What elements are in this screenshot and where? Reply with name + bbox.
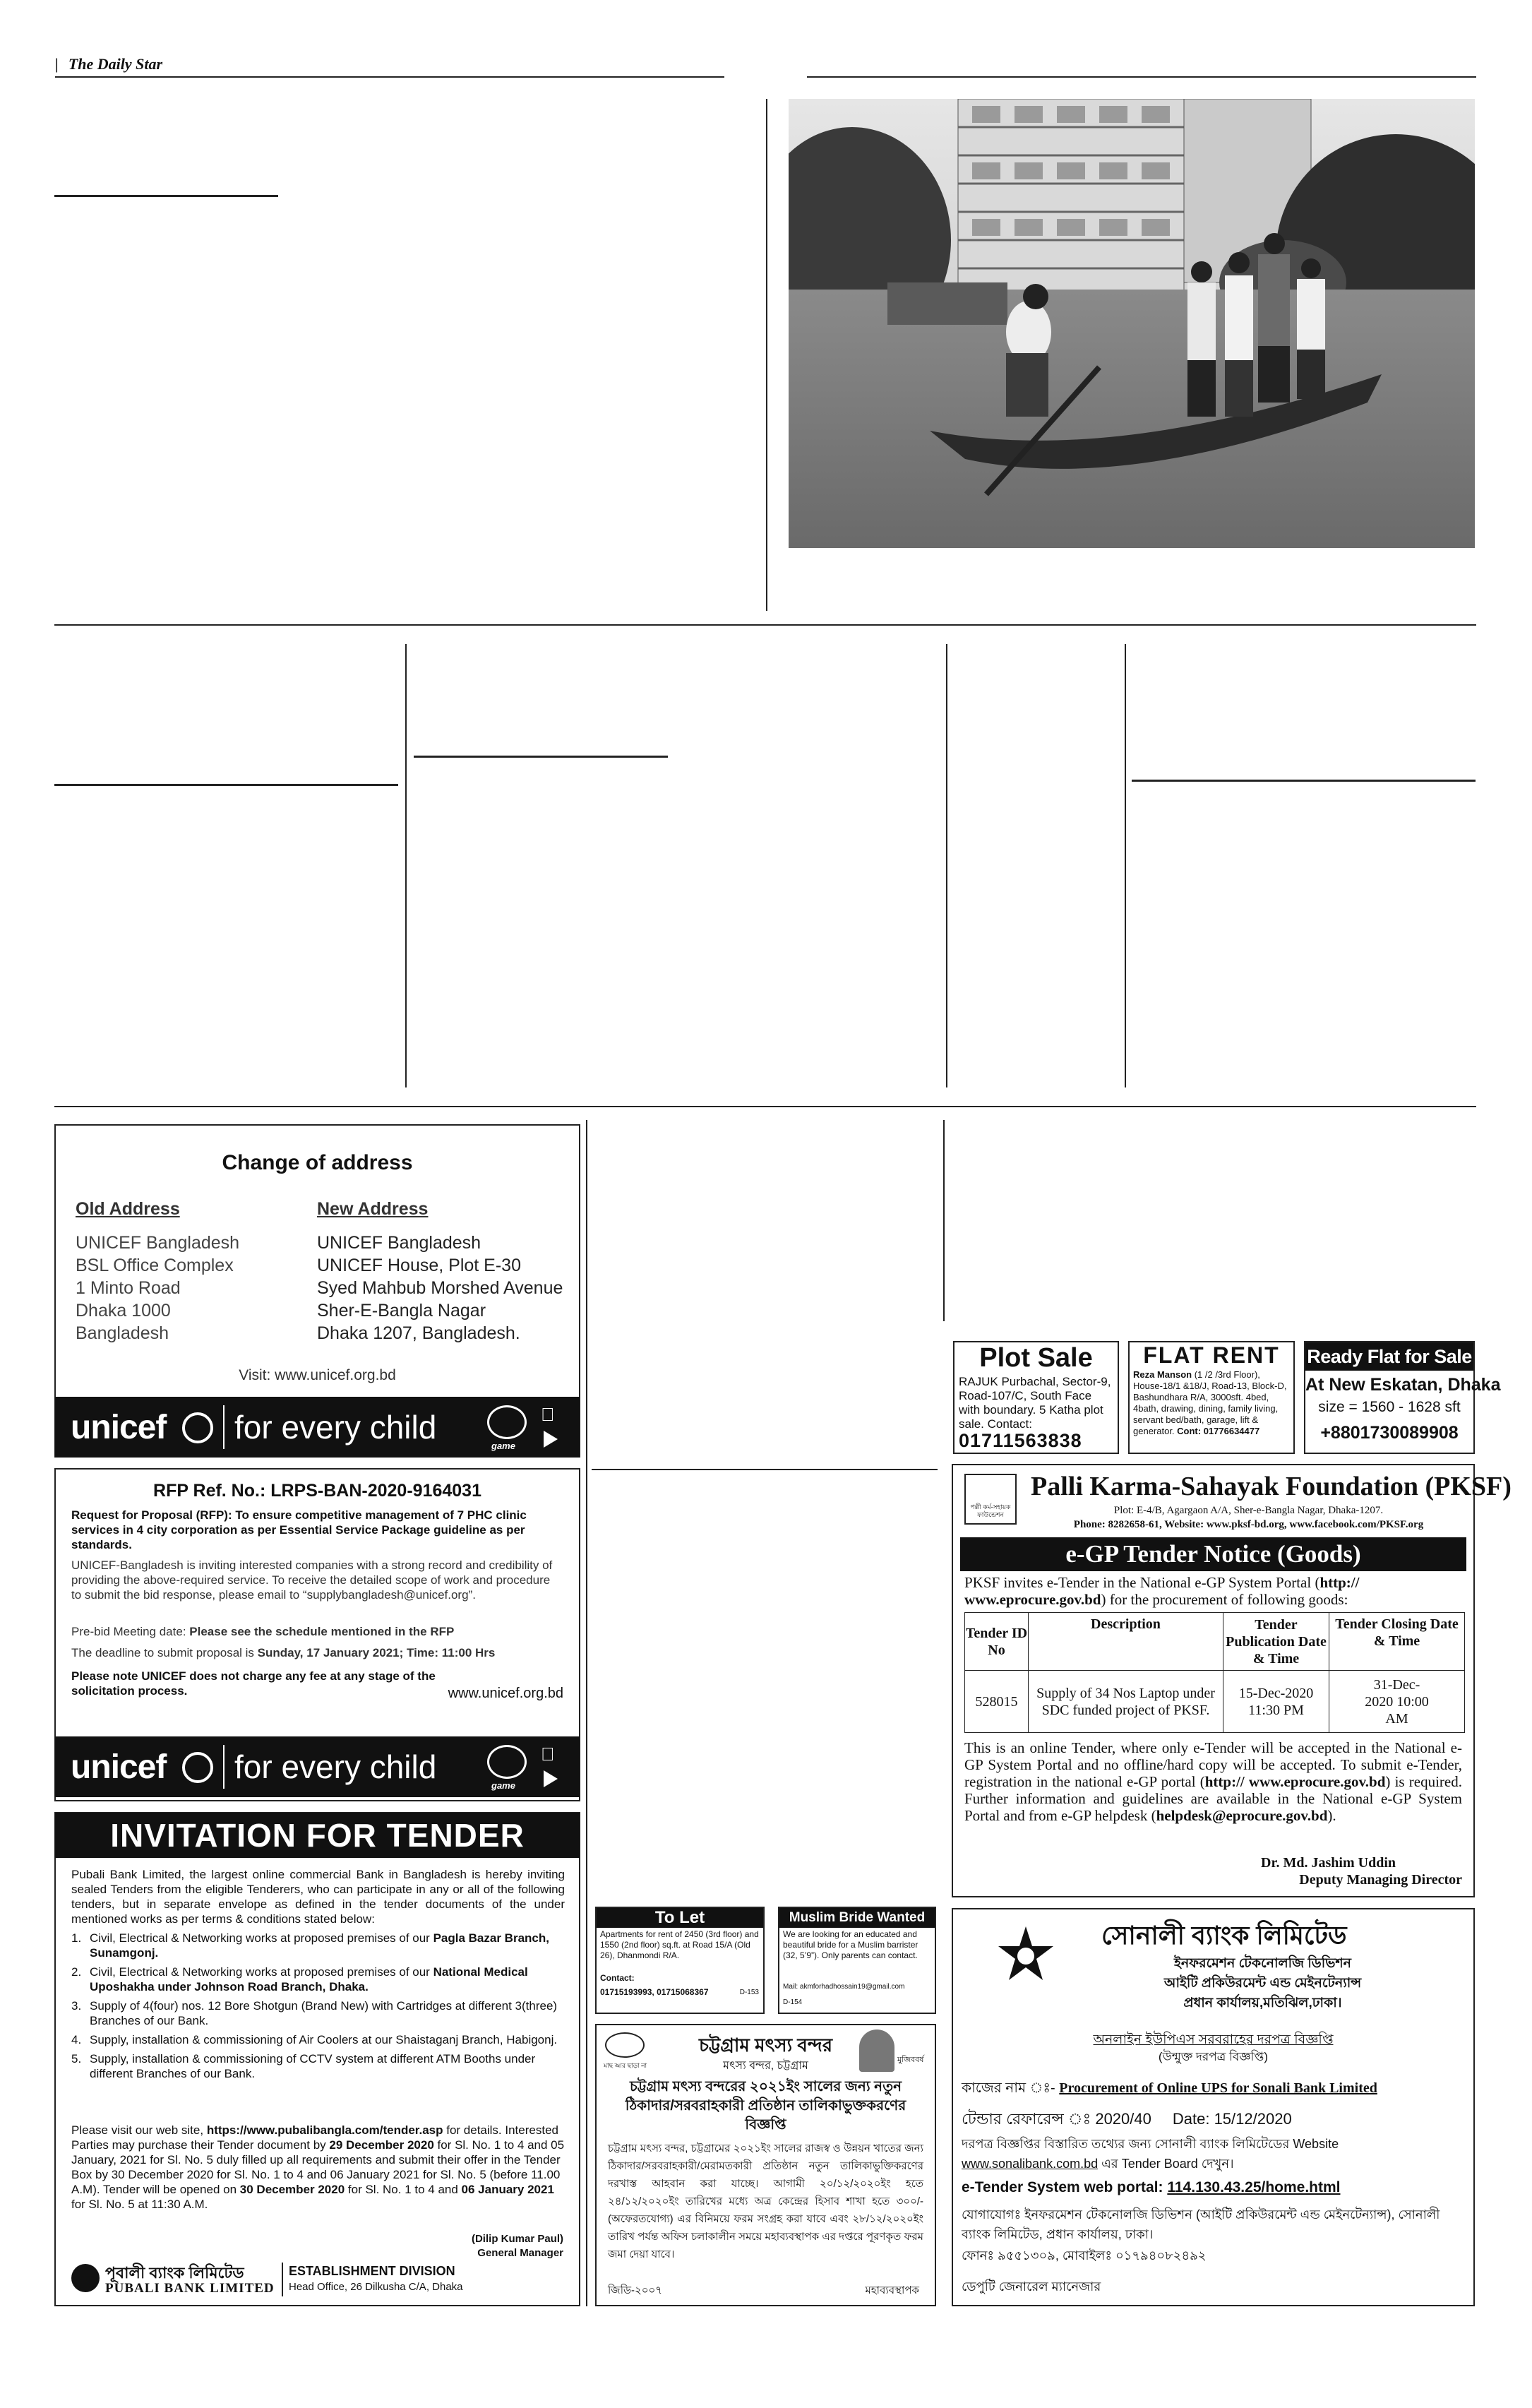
game-icon bbox=[487, 1405, 527, 1439]
pubali-tender-url[interactable]: https://www.pubalibangla.com/tender.asp bbox=[206, 2123, 443, 2137]
pubali-logo-icon bbox=[71, 2264, 100, 2292]
helpdesk-email[interactable]: helpdesk@eprocure.gov.bd bbox=[1156, 1807, 1328, 1824]
table-header: Tender ID No Description Tender Publication Date & Time Tender Closing Date & Time bbox=[965, 1613, 1465, 1671]
etender-portal: e-Tender System web portal: 114.130.43.25/home.html bbox=[962, 2179, 1341, 2195]
harbour-location: মৎস্য বন্দর, চট্টগ্রাম bbox=[723, 2060, 808, 2072]
ready-flat-phone: +8801730089908 bbox=[1320, 1423, 1459, 1443]
division-address: Head Office, 26 Dilkusha C/A, Dhaka bbox=[289, 2281, 463, 2293]
list-item: 2. Civil, Electrical & Networking works at proposed premises of our National Medical Uposhakha under Johnson Road Branch, Dhaka. bbox=[71, 1965, 528, 1993]
list-item: 5. Supply, installation & commissioning of CCTV system at different ATM Booths under different Branches of our Bank. bbox=[71, 2052, 536, 2080]
list-item: 1. Civil, Electrical & Networking works at proposed premises of our Pagla Bazar Branch, Sunamgonj. bbox=[71, 1931, 549, 1960]
egp-body: This is an online Tender, where only e-Tender will be accepted in the National e-GP System Portal and no offline/hard copy will be accepted. To submit e-Tender, registration in the national e-GP portal (http:// www.eprocure.gov.bd) is required. Further information and guidelines are available in the National e-GP System Portal and from e-GP helpdesk (helpdesk@eprocure.gov.bd). bbox=[964, 1739, 1462, 1824]
apple-icon bbox=[541, 1404, 555, 1426]
to-let-body: Apartments for rent of 2450 (3rd floor) and 1550 (2nd floor) sq.ft. at Road 15/A (Old 26), Dhanmondi R/A. bbox=[600, 1929, 759, 1960]
org-name: Palli Karma-Sahayak Foundation (PKSF) bbox=[1031, 1472, 1512, 1501]
bank-name-en: PUBALI BANK LIMITED bbox=[105, 2281, 275, 2296]
sonali-bank-ad bbox=[952, 1908, 1475, 2306]
notice-heading: অনলাইন ইউপিএস সরবরাহের দরপত্র বিজ্ঞপ্তি bbox=[1093, 2032, 1334, 2047]
apple-icon bbox=[541, 1744, 555, 1765]
org-contact: Phone: 8282658-61, Website: www.pksf-bd.org, www.facebook.com/PKSF.org bbox=[1073, 1519, 1424, 1530]
tagline: for every child bbox=[234, 1409, 437, 1446]
game-label: game bbox=[491, 1780, 515, 1791]
section-rule bbox=[54, 624, 1476, 626]
unicef-logo-text: unicef bbox=[71, 1748, 167, 1786]
ready-flat-size: size = 1560 - 1628 sft bbox=[1318, 1399, 1461, 1415]
to-let-contact-label: Contact: bbox=[600, 1973, 635, 1983]
bank-name-bn: পূবালী ব্যাংক লিমিটেড bbox=[105, 2264, 244, 2282]
signer-name: (Dilip Kumar Paul) bbox=[471, 2233, 563, 2245]
pksf-logo: পল্লী কর্ম-সহায়ক ফাউন্ডেশন bbox=[964, 1474, 1017, 1525]
plot-sale-body: RAJUK Purbachal, Sector-9, Road-107/C, South Face with boundary. 5 Katha plot sale. Contact: bbox=[959, 1375, 1111, 1431]
list-item: 4. Supply, installation & commissioning of Air Coolers at our Shaistaganj Branch, Habigonj. bbox=[71, 2033, 558, 2046]
short-rule bbox=[592, 1469, 938, 1470]
division-line-1: ইনফরমেশন টেকনোলজি ডিভিশন bbox=[1174, 1956, 1351, 1971]
newspaper-name: The Daily Star bbox=[68, 55, 163, 73]
ready-flat-location: At New Eskatan, Dhaka bbox=[1305, 1375, 1501, 1395]
etender-portal-url[interactable]: 114.130.43.25/home.html bbox=[1167, 2179, 1341, 2195]
ad-title: Change of address bbox=[222, 1151, 413, 1174]
rfp-purpose: Request for Proposal (RFP): To ensure competitive management of 7 PHC clinic services in 4 city corporation as per Essential Service Package guideline as per standards. bbox=[71, 1508, 527, 1551]
column-rule bbox=[405, 644, 407, 1087]
rfp-ref: RFP Ref. No.: LRPS-BAN-2020-9164031 bbox=[153, 1481, 481, 1501]
egp-portal-url[interactable]: http:// www.eprocure.gov.bd bbox=[964, 1574, 1360, 1608]
fish-harbour-ad bbox=[595, 2024, 936, 2306]
masthead-separator: | bbox=[55, 55, 59, 73]
short-rule bbox=[54, 784, 398, 786]
egp-banner: e-GP Tender Notice (Goods) bbox=[960, 1537, 1466, 1571]
globe-icon bbox=[182, 1412, 213, 1443]
sonali-website-url[interactable]: www.sonalibank.com.bd bbox=[962, 2157, 1099, 2171]
news-photo bbox=[789, 99, 1475, 548]
website-line: দরপত্র বিজ্ঞপ্তির বিস্তারিত তথ্যের জন্য সোনালী ব্যাংক লিমিটেডের Website www.sonalibank.com.bd এর Tender Board দেখুন। bbox=[962, 2137, 1339, 2171]
ready-flat-ad bbox=[1304, 1341, 1501, 1454]
new-address: UNICEF Bangladesh UNICEF House, Plot E-30 Syed Mahbub Morshed Avenue Sher-E-Bangla Nagar Dhaka 1207, Bangladesh. bbox=[317, 1233, 563, 1343]
column-rule bbox=[766, 99, 767, 611]
tender-intro: Pubali Bank Limited, the largest online commercial Bank in Bangladesh is hereby inviting sealed Tenders from the eligible Tenderers, who can participate in any or all of the following tenders, but in separate envelope as defined in the tender documents of the under mentioned works as per terms & conditions stated below: bbox=[71, 1868, 565, 1926]
old-address-heading: Old Address bbox=[76, 1199, 180, 1219]
play-store-icon bbox=[544, 1431, 558, 1448]
divider bbox=[282, 2263, 283, 2296]
unicef-brand-bar bbox=[55, 1736, 580, 1797]
bride-body: We are looking for an educated and beautiful bride for a Muslim barrister (32, 5’9”). Only parents can contact. bbox=[783, 1929, 918, 1960]
org-address: Plot: E-4/B, Agargaon A/A, Sher-e-Bangla Nagar, Dhaka-1207. bbox=[1113, 1505, 1384, 1516]
contact-info: যোগাযোগঃ ইনফরমেশন টেকনোলজি ডিভিশন (আইটি প্রকিউরমেন্ট এন্ড মেইনটেন্যান্স), সোনালী ব্যাংক লিমিটেড, প্রধান কার্যালয়, ঢাকা। bbox=[962, 2207, 1440, 2241]
short-rule bbox=[414, 756, 668, 758]
table-row: 528015 Supply of 34 Nos Laptop under SDC funded project of PKSF. 15-Dec-2020 11:30 PM 31-Dec-2020 10:00 AM bbox=[965, 1671, 1465, 1733]
tagline: for every child bbox=[234, 1748, 437, 1785]
flat-rent-body: Reza Manson (1 /2 /3rd Floor), House-18/1 &18/J, Road-13, Block-D, Bashundhara R/A, 3000sft. 4bed, 4bath, drawing, dining, family living, servant bed/bath, garage, lift & generator. Cont: 01776634477 bbox=[1133, 1369, 1287, 1436]
signer-title: Deputy Managing Director bbox=[1299, 1872, 1462, 1888]
flat-rent-heading: FLAT RENT bbox=[1143, 1342, 1280, 1368]
plot-sale-phone: 01711563838 bbox=[959, 1430, 1082, 1451]
signer-title: General Manager bbox=[477, 2247, 563, 2259]
division-line-3: প্রধান কার্যালয়,মতিঝিল,ঢাকা। bbox=[1183, 1996, 1342, 2010]
game-icon bbox=[487, 1745, 527, 1779]
tender-banner: INVITATION FOR TENDER bbox=[55, 1813, 580, 1858]
column-rule bbox=[946, 644, 947, 1087]
notice-body: চট্টগ্রাম মৎস্য বন্দর, চট্টগ্রামের ২০২১ইং সালের রাজস্ব ও উন্নয়ন খাতের জন্য ঠিকাদার/সরবরাহকারী/মেরামতকারী প্রতিষ্ঠান নতুন তালিকাভুক্তিকরণের দরখাস্ত আহবান করা যাচ্ছে। আগামী ২০/১২/২০২০ইং হতে ২৪/১২/২০২০ইং তারিখের মধ্যে অত্র কেন্দ্রের হিসাব শাখা হতে ৩০০/- (অফেরতযোগ্য) এর বিনিময়ে ফরম সংগ্রহ করা যাবে এবং ২৮/১২/২০২০ইং তারিখ পর্যন্ত অফিস চলাকালীন সময়ে মহাব্যবস্থাপক এর দপ্তরে পূরণকৃত ফরম জমা দেয়া যাবে। bbox=[608, 2142, 923, 2260]
to-let-heading: To Let bbox=[597, 1908, 763, 1928]
signer-title: ডেপুটি জেনারেল ম্যানেজার bbox=[962, 2279, 1101, 2294]
bank-name: সোনালী ব্যাংক লিমিটেড bbox=[1101, 1921, 1347, 1950]
pubali-tender-ad bbox=[54, 1812, 580, 2306]
pksf-tender-ad bbox=[952, 1464, 1512, 1897]
notice-signer: মহাব্যবস্থাপক bbox=[865, 2284, 919, 2296]
no-fee-note: Please note UNICEF does not charge any fee at any stage of the solicitation process. bbox=[71, 1669, 436, 1698]
notice-subheading: (উন্মুক্ত দরপত্র বিজ্ঞপ্তি) bbox=[1158, 2050, 1269, 2063]
fish-logo-caption: মাছ আর ছাড়া না bbox=[604, 2062, 647, 2069]
unicef-address-ad bbox=[54, 1124, 580, 1458]
short-rule bbox=[1132, 780, 1476, 782]
divider bbox=[223, 1745, 225, 1789]
new-address-heading: New Address bbox=[317, 1199, 429, 1219]
notice-title: চট্টগ্রাম মৎস্য বন্দরের ২০২১ইং সালের জন্য নতুন ঠিকাদার/সরবরাহকারী প্রতিষ্ঠান তালিকাভুক্তকরণের বিজ্ঞপ্তি bbox=[625, 2079, 906, 2133]
unicef-brand-bar bbox=[55, 1397, 580, 1458]
rfp-url[interactable]: www.unicef.org.bd bbox=[448, 1686, 563, 1701]
boat-photo-illustration bbox=[789, 99, 1475, 548]
column-rule bbox=[586, 1120, 587, 2306]
egp-intro: PKSF invites e-Tender in the National e-GP System Portal (http:// www.eprocure.gov.bd) for the procurement of following goods: bbox=[964, 1574, 1360, 1608]
ad-code: D-154 bbox=[783, 1998, 803, 2006]
bride-heading: Muslim Bride Wanted bbox=[779, 1908, 935, 1928]
masthead bbox=[55, 55, 162, 73]
section-rule bbox=[54, 1106, 1476, 1107]
plot-sale-heading: Plot Sale bbox=[954, 1342, 1118, 1373]
division-line-2: আইটি প্রকিউরমেন্ট এন্ড মেইনটেন্যান্স bbox=[1163, 1976, 1362, 1991]
unicef-rfp-ad bbox=[54, 1468, 580, 1801]
tender-table bbox=[964, 1612, 1465, 1733]
game-label: game bbox=[491, 1441, 515, 1451]
divider bbox=[223, 1405, 225, 1449]
harbour-name: চট্টগ্রাম মৎস্য বন্দর bbox=[698, 2034, 832, 2056]
work-name: কাজের নাম ঃ- Procurement of Online UPS for Sonali Bank Limited bbox=[962, 2080, 1377, 2096]
ad-code: D-153 bbox=[739, 1989, 759, 1996]
column-rule bbox=[943, 1120, 945, 1321]
to-let-ad bbox=[595, 1907, 765, 2014]
phone-info: ফোনঃ ৯৫৫১৩০৯, মোবাইলঃ ০১৭৯৪০৮২৪৯২ bbox=[962, 2248, 1207, 2263]
bride-email[interactable]: Mail: akmforhadhossain19@gmail.com bbox=[783, 1983, 905, 1991]
top-rule-right bbox=[807, 76, 1476, 78]
signer-name: Dr. Md. Jashim Uddin bbox=[1261, 1855, 1396, 1871]
globe-icon bbox=[182, 1752, 213, 1783]
notice-code: জিডি-২০০৭ bbox=[608, 2284, 663, 2296]
visit-url[interactable]: Visit: www.unicef.org.bd bbox=[239, 1367, 396, 1383]
to-let-phone: 01715193993, 01715068367 bbox=[600, 1987, 709, 1997]
prebid-meeting: Pre-bid Meeting date: Please see the schedule mentioned in the RFP bbox=[71, 1625, 455, 1638]
ready-flat-heading: Ready Flat for Sale bbox=[1305, 1342, 1473, 1371]
tender-details: Please visit our web site, https://www.pubalibangla.com/tender.asp for details. Interested Parties may purchase their Tender document by 29 December 2020 for Sl. No. 1 to 4 and 05 January, 2021 for Sl. No. 5 duly filled up all requirements and submit their offer in the Tender Box by 30 December 2020 for Sl. No. 1 to 4 and 06 January 2021 for Sl. No. 5 (before 11.00 A.M). Tender will be opened on 30 December 2020 for Sl. No. 1 to 4 and 06 January 2021 for Sl. No. 5 at 11:30 A.M. bbox=[71, 2123, 565, 2211]
column-rule bbox=[1125, 644, 1126, 1087]
deadline: The deadline to submit proposal is Sunday, 17 January 2021; Time: 11:00 Hrs bbox=[71, 1646, 496, 1659]
plot-sale-ad bbox=[953, 1341, 1119, 1454]
flat-rent-ad bbox=[1128, 1341, 1295, 1454]
mujib-logo: মুজিববর্ষ bbox=[897, 2056, 924, 2064]
tender-reference: টেন্ডার রেফারেন্স ঃ 2020/40 Date: 15/12/2020 bbox=[962, 2110, 1292, 2128]
short-rule bbox=[54, 195, 278, 197]
rfp-invitation: UNICEF-Bangladesh is inviting interested companies with a strong record and credibility of providing the above-required service. To receive the detailed scope of work and procedure to submit the bid response, please email to “supplybangladesh@unicef.org”. bbox=[71, 1558, 553, 1602]
tender-items bbox=[71, 1931, 565, 2085]
bride-wanted-ad bbox=[778, 1907, 936, 2014]
division-name: ESTABLISHMENT DIVISION bbox=[289, 2264, 455, 2278]
portrait-image bbox=[859, 2029, 894, 2072]
play-store-icon bbox=[544, 1770, 558, 1787]
unicef-logo-text: unicef bbox=[71, 1409, 167, 1446]
old-address: UNICEF Bangladesh BSL Office Complex 1 Minto Road Dhaka 1000 Bangladesh bbox=[76, 1233, 240, 1343]
list-item: 3. Supply of 4(four) nos. 12 Bore Shotgun (Brand New) with Cartridges at different 3(three) Branches of our Bank. bbox=[71, 1999, 558, 2027]
egp-portal-url[interactable]: http:// www.eprocure.gov.bd bbox=[1204, 1773, 1386, 1790]
top-rule-left bbox=[55, 76, 724, 78]
